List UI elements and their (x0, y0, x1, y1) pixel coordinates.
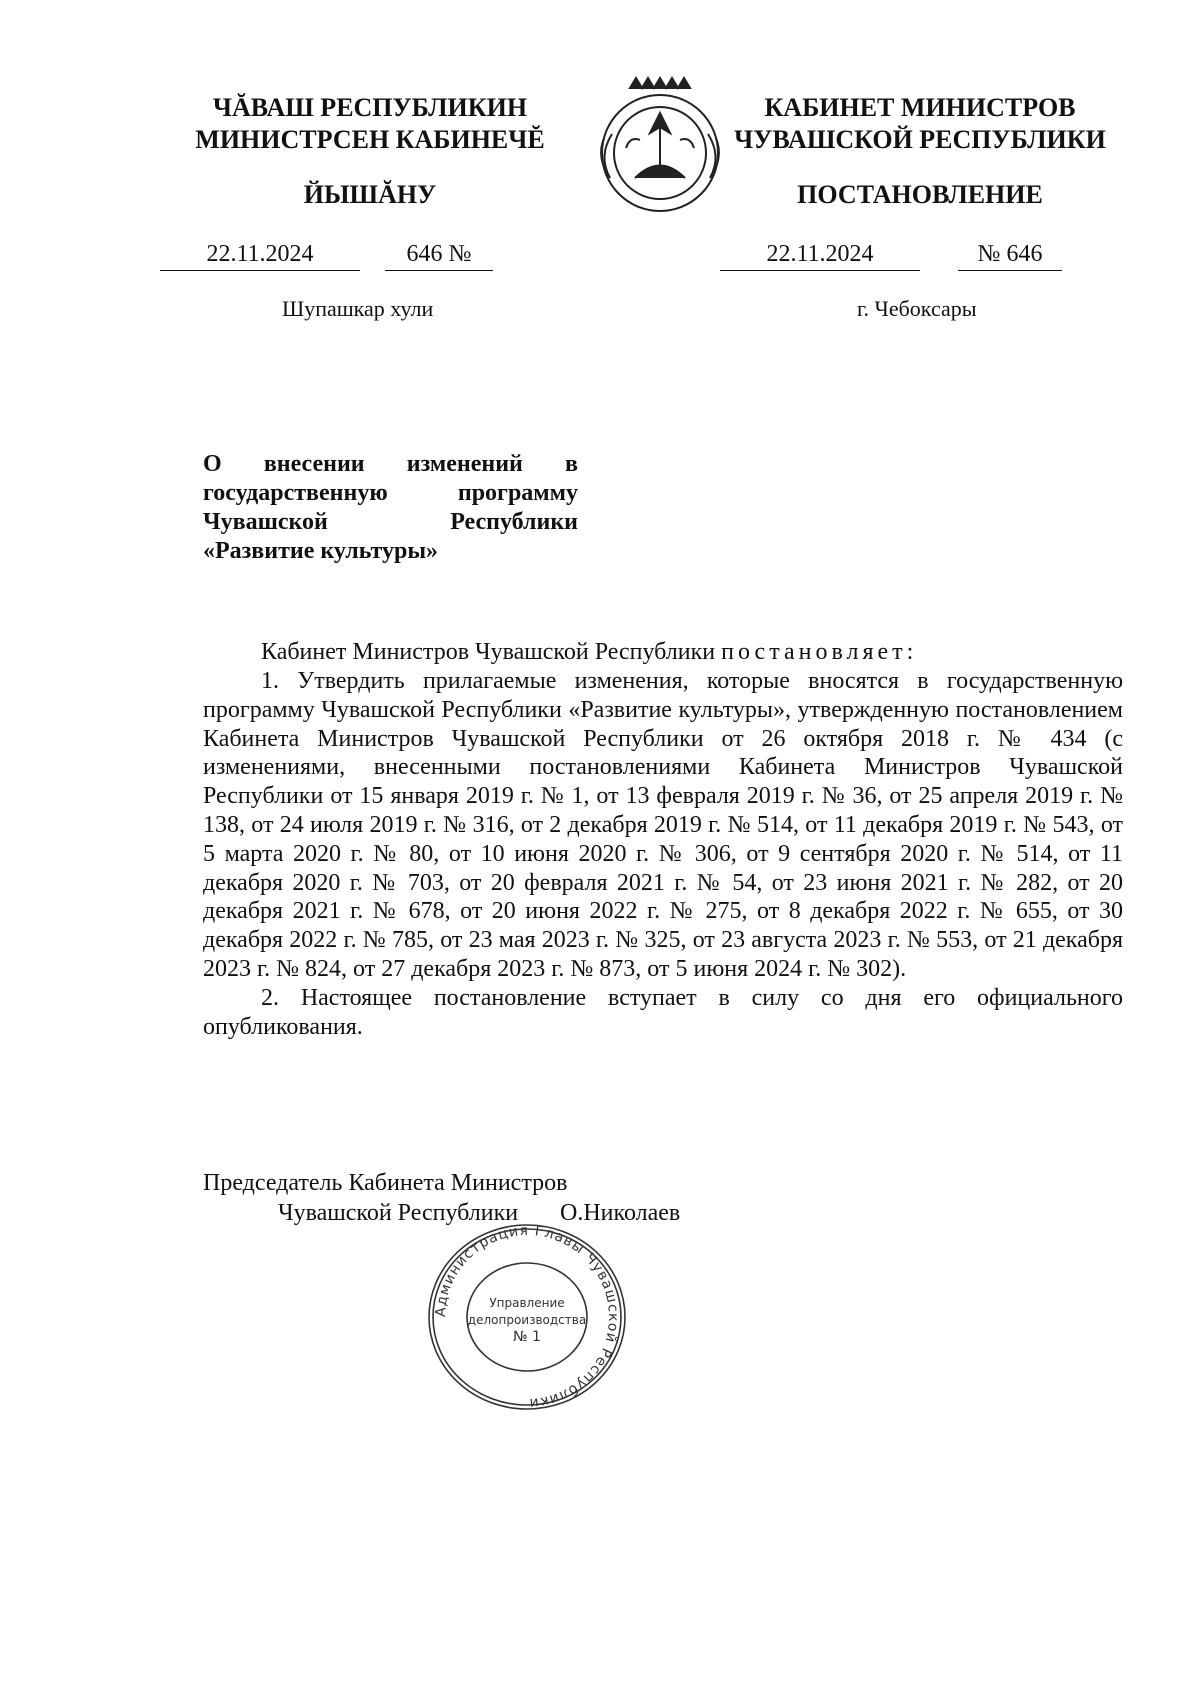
doc-kind-chuvash: ЙЫШĂНУ (303, 180, 437, 209)
date-field-left: 22.11.2024 (160, 240, 360, 271)
header-right-line1: КАБИНЕТ МИНИСТРОВ (764, 93, 1076, 122)
stamp-center-line2: делопроизводства (467, 1313, 587, 1327)
signatory-title-line2: Чувашской Республики (278, 1200, 519, 1226)
number-field-right: № 646 (958, 240, 1062, 271)
intro-text: Кабинет Министров Чувашской Республики (261, 639, 716, 665)
number-field-left: 646 № (385, 240, 493, 271)
header-right-line2: ЧУВАШСКОЙ РЕСПУБЛИКИ (734, 125, 1106, 154)
stamp-outer-text: Администрация Главы Чувашской Республики (432, 1222, 622, 1412)
intro-verb: постановляет: (721, 639, 918, 665)
coat-of-arms-emblem (590, 68, 730, 218)
stamp-center-line3: № 1 (513, 1329, 541, 1345)
date-field-right: 22.11.2024 (720, 240, 920, 271)
signatory-title-line1: Председатель Кабинета Министров (203, 1170, 568, 1196)
decree-intro (203, 638, 1123, 667)
stamp-center-line1: Управление (489, 1296, 565, 1310)
paragraph-1: 1. Утвердить прилагаемые изменения, которые вносятся в государственную программу Чувашской Республики «Развитие культуры», утвержденную постановлением Кабинета Министров Чувашской Республики от 26 октября 2018 г. № 434 (с изменениями, внесенными постановлениями Кабинета Министров Чувашской Республики от 15 января 2019 г. № 1, от 13 февраля 2019 г. № 36, от 25 апреля 2019 г. № 138, от 24 июля 2019 г. № 316, от 2 декабря 2019 г. № 514, от 11 декабря 2019 г. № 543, от 5 марта 2020 г. № 80, от 10 июня 2020 г. № 306, от 9 сентября 2020 г. № 514, от 11 декабря 2020 г. № 703, от 20 февраля 2021 г. № 54, от 23 июня 2021 г. № 282, от 20 декабря 2021 г. № 678, от 20 июня 2022 г. № 275, от 8 декабря 2022 г. № 655, от 30 декабря 2022 г. № 785, от 23 мая 2023 г. № 325, от 23 августа 2023 г. № 553, от 21 декабря 2023 г. № 824, от 27 декабря 2023 г. № 873, от 5 июня 2024 г. № 302). (203, 668, 1123, 982)
place-russian: г. Чебоксары (857, 296, 977, 321)
signatory-name: О.Николаев (560, 1200, 681, 1226)
paragraph-2: 2. Настоящее постановление вступает в силу со дня его официального опубликования. (203, 984, 1123, 1040)
emblem-graphic (590, 68, 730, 218)
header-left-line1: ЧĂВАШ РЕСПУБЛИКИН (212, 93, 528, 122)
place-chuvash: Шупашкар хули (282, 296, 434, 321)
stamp-graphic (417, 1217, 637, 1417)
header-left-line2: МИНИСТРСЕН КАБИНЕЧĔ (195, 125, 545, 154)
header-chuvash-title (180, 92, 560, 156)
header-russian-title (730, 92, 1110, 156)
document-subject: О внесении изменений в государственную программу Чувашской Республики «Развитие культуры» (203, 451, 578, 564)
doc-kind-russian: ПОСТАНОВЛЕНИЕ (797, 180, 1043, 209)
official-stamp (417, 1217, 637, 1417)
decree-body (203, 667, 1123, 1041)
